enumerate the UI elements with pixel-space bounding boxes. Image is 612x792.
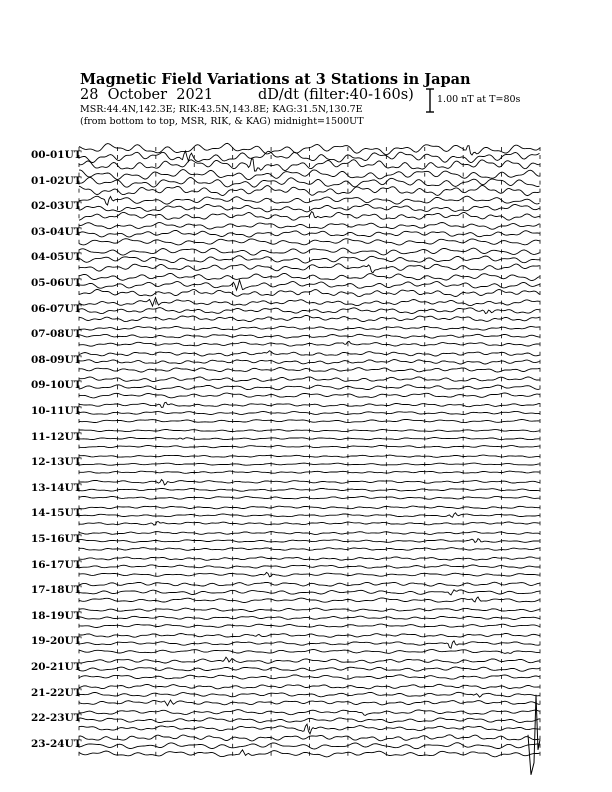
scale-label: 1.00 nT at T=80s	[437, 94, 521, 105]
hour-label: 10-11UT	[31, 405, 82, 417]
hour-label: 06-07UT	[31, 302, 82, 315]
hour-label: 15-16UT	[31, 533, 82, 545]
hour-label: 14-15UT	[31, 507, 82, 520]
hour-label: 19-20UT	[31, 635, 82, 648]
hour-label: 01-02UT	[31, 174, 82, 187]
hour-label: 02-03UT	[31, 200, 82, 213]
hour-label: 17-18UT	[31, 584, 82, 597]
hour-label: 12-13UT	[31, 456, 82, 469]
hour-label: 08-09UT	[31, 353, 82, 366]
large-excursion-trace	[528, 695, 540, 775]
hour-label: 21-22UT	[31, 686, 82, 699]
station-order-note: (from bottom to top, MSR, RIK, & KAG) midnight=1500UT	[80, 116, 364, 127]
hour-label: 00-01UT	[31, 149, 82, 161]
hour-label: 11-12UT	[31, 430, 82, 443]
chart-title: Magnetic Field Variations at 3 Stations in Japan	[80, 71, 471, 88]
hour-label: 04-05UT	[31, 251, 82, 264]
station-coordinates: MSR:44.4N,142.3E; RIK:43.5N,143.8E; KAG:31.5N,130.7E	[80, 104, 363, 115]
hour-label: 22-23UT	[31, 712, 82, 725]
hour-label: 13-14UT	[31, 481, 82, 494]
chart-date: 28 October 2021	[80, 87, 214, 103]
hour-label: 07-08UT	[31, 328, 82, 341]
hour-label: 03-04UT	[31, 225, 82, 238]
hour-label: 18-19UT	[31, 609, 82, 622]
hour-label: 05-06UT	[31, 277, 82, 289]
hour-label: 23-24UT	[31, 737, 82, 750]
hour-label: 20-21UT	[31, 661, 82, 673]
hour-label: 16-17UT	[31, 558, 82, 571]
hour-label: 09-10UT	[31, 379, 82, 392]
chart-filter: dD/dt (filter:40-160s)	[258, 87, 414, 103]
